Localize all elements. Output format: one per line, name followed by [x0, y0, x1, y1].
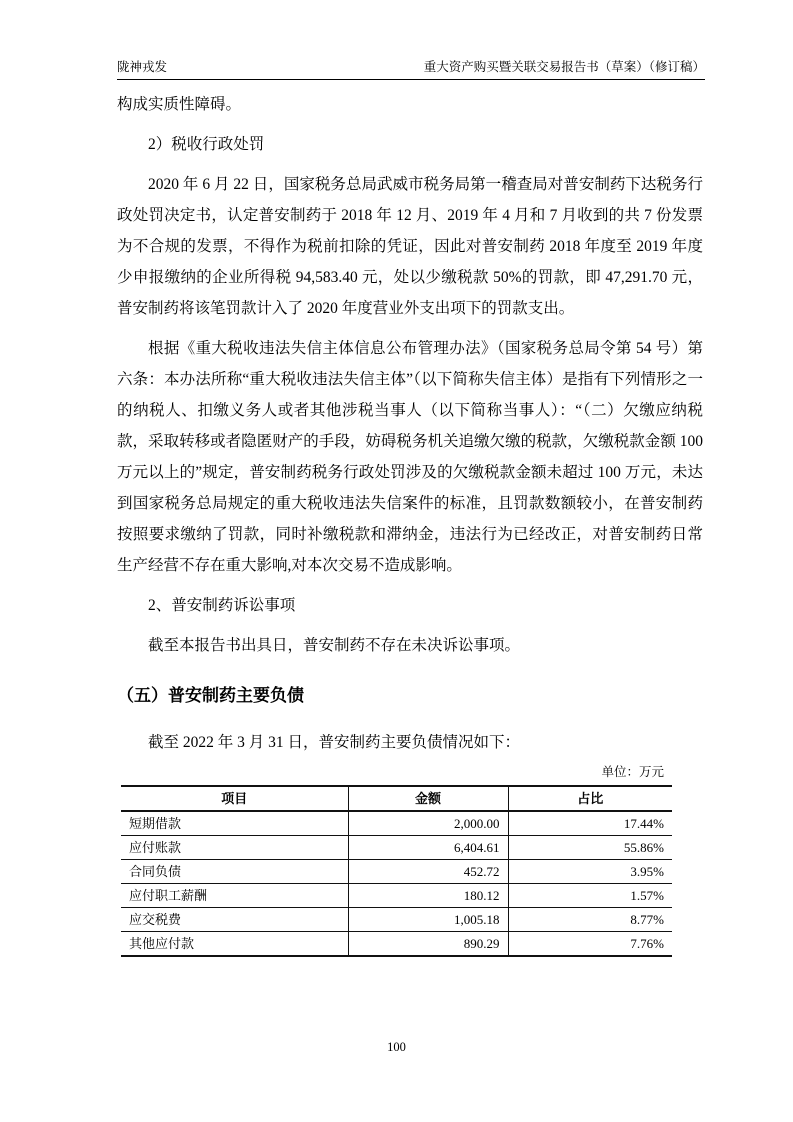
- page-number: 100: [387, 1040, 406, 1054]
- paragraph-tax-decision: 2020 年 6 月 22 日，国家税务总局武威市税务局第一稽查局对普安制药下达税务行政处罚决定书，认定普安制药于 2018 年 12 月、2019 年 4 月和 7 月收到的共 7 份发票为不合规的发票，不得作为税前扣除的凭证，因此对普安制药 2018 年度至 2019 年度少申报缴纳的企业所得税 94,583.40 元，处以少缴税款 50%的罚款，即 47,291.70 元，普安制药将该笔罚款计入了 2020 年度营业外支出项下的罚款支出。: [117, 176, 703, 317]
- page-header: [117, 58, 705, 80]
- cell-item: 应交税费: [121, 908, 348, 932]
- cell-amount: 2,000.00: [348, 811, 508, 836]
- page-footer: [0, 1038, 793, 1056]
- cell-item: 短期借款: [121, 811, 348, 836]
- cell-ratio: 17.44%: [508, 811, 672, 836]
- cell-ratio: 7.76%: [508, 932, 672, 957]
- cell-amount: 1,005.18: [348, 908, 508, 932]
- paragraph-continuation: 构成实质性障碍。: [117, 96, 242, 113]
- section-heading-liabilities: （五）普安制药主要负债: [117, 686, 304, 705]
- liabilities-table: [121, 785, 672, 957]
- cell-amount: 890.29: [348, 932, 508, 957]
- paragraph-liabilities-intro: 截至 2022 年 3 月 31 日，普安制药主要负债情况如下：: [148, 734, 521, 751]
- table-header-item: 项目: [121, 786, 348, 811]
- header-left-title: 陇神戎发: [117, 60, 168, 74]
- cell-amount: 452.72: [348, 860, 508, 884]
- table-row: [121, 908, 672, 932]
- table-row: [121, 836, 672, 860]
- cell-item: 应付账款: [121, 836, 348, 860]
- document-body: [117, 89, 703, 957]
- table-header-row: [121, 786, 672, 811]
- sub-heading-tax-penalty: 2）税收行政处罚: [148, 136, 265, 153]
- cell-item: 应付职工薪酬: [121, 884, 348, 908]
- cell-item: 合同负债: [121, 860, 348, 884]
- table-row: [121, 884, 672, 908]
- cell-ratio: 1.57%: [508, 884, 672, 908]
- cell-amount: 180.12: [348, 884, 508, 908]
- table-header-ratio: 占比: [508, 786, 672, 811]
- paragraph-credit-rules: 根据《重大税收违法失信主体信息公布管理办法》（国家税务总局令第 54 号）第六条：本办法所称“重大税收违法失信主体”（以下简称失信主体）是指有下列情形之一的纳税人、扣缴义务人或者其他涉税当事人（以下简称当事人）：“（二）欠缴应纳税款，采取转移或者隐匿财产的手段，妨碍税务机关追缴欠缴的税款，欠缴税款金额 100 万元以上的”规定，普安制药税务行政处罚涉及的欠缴税款金额未超过 100 万元，未达到国家税务总局规定的重大税收违法失信案件的标准，且罚款数额较小，在普安制药按照要求缴纳了罚款，同时补缴税款和滞纳金，违法行为已经改正，对普安制药日常生产经营不存在重大影响,对本次交易不造成影响。: [117, 340, 703, 574]
- header-right-title: 重大资产购买暨关联交易报告书（草案）（修订稿）: [423, 60, 705, 74]
- cell-item: 其他应付款: [121, 932, 348, 957]
- cell-ratio: 55.86%: [508, 836, 672, 860]
- sub-heading-litigation: 2、普安制药诉讼事项: [148, 597, 296, 614]
- table-row: [121, 811, 672, 836]
- table-row: [121, 860, 672, 884]
- paragraph-litigation-status: 截至本报告书出具日，普安制药不存在未决诉讼事项。: [148, 637, 521, 654]
- cell-ratio: 3.95%: [508, 860, 672, 884]
- cell-amount: 6,404.61: [348, 836, 508, 860]
- table-row: [121, 932, 672, 957]
- table-header-amount: 金额: [348, 786, 508, 811]
- cell-ratio: 8.77%: [508, 908, 672, 932]
- table-unit-label: 单位：万元: [601, 765, 664, 779]
